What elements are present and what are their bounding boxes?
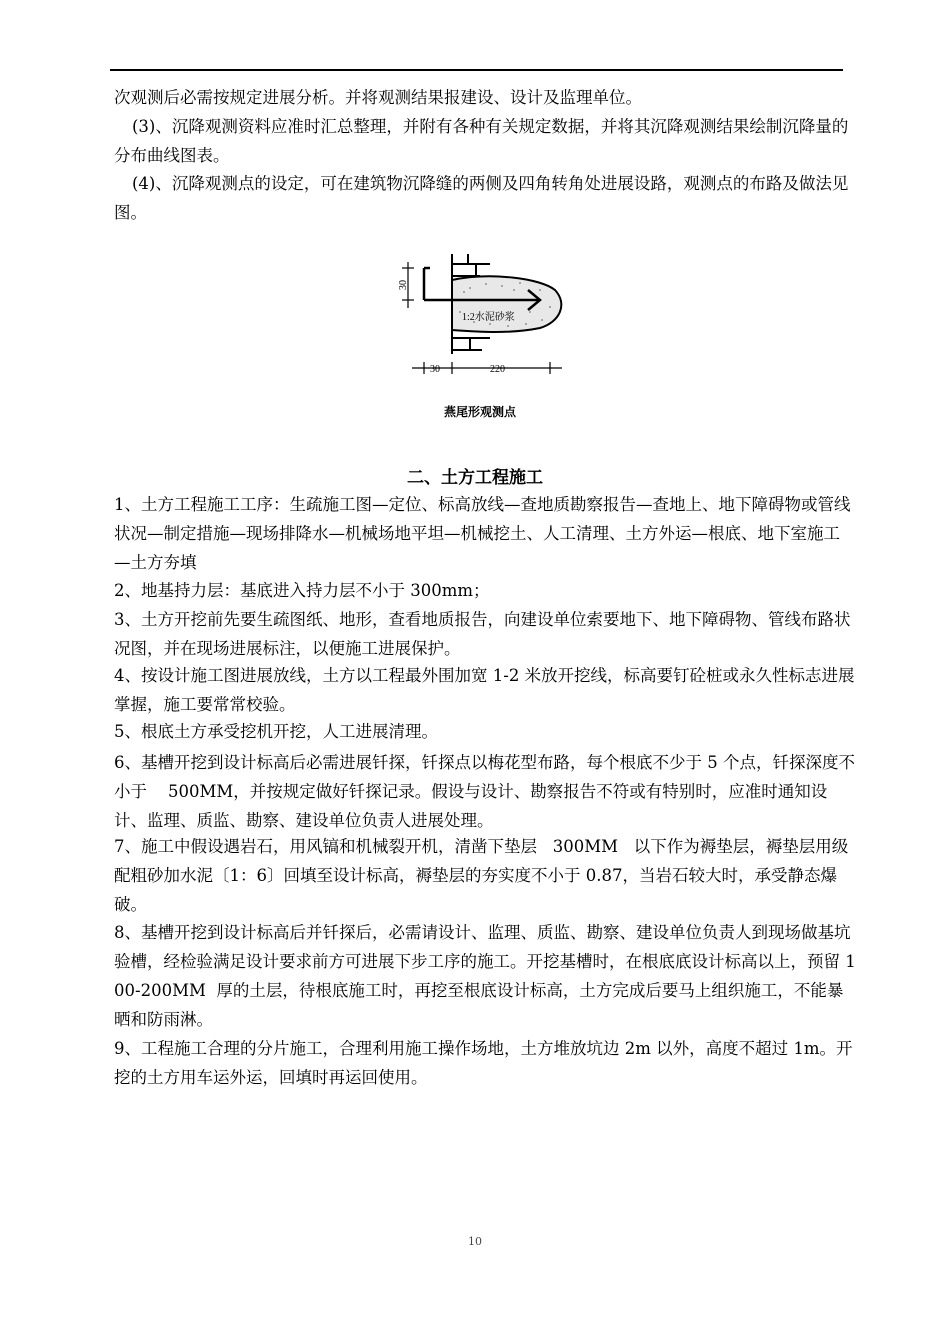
- list-item: 7、施工中假设遇岩石，用风镐和机械裂开机，清凿下垫层 300MM 以下作为褥垫层，褥垫层用级配粗砂加水泥〔1：6〕回填至设计标高，褥垫层的夯实度不小于 0.87，当岩石较大时，承受静态爆破。: [114, 837, 849, 914]
- header-rule: [110, 69, 843, 71]
- list-item: 8、基槽开挖到设计标高后并钎探后，必需请设计、监理、质监、勘察、建设单位负责人到现场做基坑验槽，经检验满足设计要求前方可进展下步工序的施工。开挖基槽时，在根底底设计标高以上，预留 100-200MM 厚的土层，待根底施工时，再挖至根底设计标高，土方完成后要马上组织施工，不能暴晒和防雨淋。: [114, 923, 856, 1029]
- figure-drawing: [390, 252, 570, 382]
- dimension-left-label: 30: [430, 364, 440, 375]
- list-item: 1、土方工程施工工序：生疏施工图—定位、标高放线—查地质勘察报告—查地上、地下障碍物或管线状况—制定措施—现场排降水—机械场地平坦—机械挖土、人工清理、土方外运—根底、地下室施工—土方夯填: [114, 495, 851, 572]
- swallowtail-observation-point-figure: [390, 252, 570, 382]
- list-item: 6、基槽开挖到设计标高后必需进展钎探，钎探点以梅花型布路，每个根底不少于 5 个点，钎探深度不小于 500MM，并按规定做好钎探记录。假设与设计、勘察报告不符或有特别时，应准时通知设计、监理、质监、勘察、建设单位负责人进展处理。: [114, 753, 855, 830]
- dimension-right-label: 220: [490, 364, 505, 375]
- vertical-dimension-label: 30: [398, 280, 409, 290]
- figure-caption: 燕尾形观测点: [443, 405, 516, 419]
- list-item: 2、地基持力层：基底进入持力层不小于 300mm；: [114, 581, 490, 600]
- page-number: 10: [468, 1235, 482, 1248]
- mortar-label: 1:2水泥砂浆: [462, 312, 515, 323]
- list-item: 4、按设计施工图进展放线，土方以工程最外围加宽 1-2 米放开挖线，标高要钉砼桩或永久性标志进展掌握，施工要常常校验。: [114, 666, 855, 714]
- paragraph-item-4: (4)、沉降观测点的设定，可在建筑物沉降缝的两侧及四角转角处进展设路，观测点的布路及做法见图。: [114, 174, 849, 222]
- list-item: 3、土方开挖前先要生疏图纸、地形，查看地质报告，向建设单位索要地下、地下障碍物、管线布路状况图，并在现场进展标注，以便施工进展保护。: [114, 610, 851, 658]
- list-item: 9、工程施工合理的分片施工，合理利用施工操作场地，土方堆放坑边 2m 以外，高度不超过 1m。开挖的土方用车运外运，回填时再运回使用。: [114, 1039, 853, 1087]
- mortar-blob: [452, 276, 561, 332]
- paragraph-continuation: 次观测后必需按规定进展分析。并将观测结果报建设、设计及监理单位。: [114, 88, 642, 107]
- list-item: 5、根底土方承受挖机开挖，人工进展清理。: [114, 722, 438, 741]
- section-title: 二、土方工程施工: [407, 468, 543, 488]
- paragraph-item-3: (3)、沉降观测资料应准时汇总整理，并附有各种有关规定数据，并将其沉降观测结果绘制沉降量的分布曲线图表。: [114, 117, 849, 165]
